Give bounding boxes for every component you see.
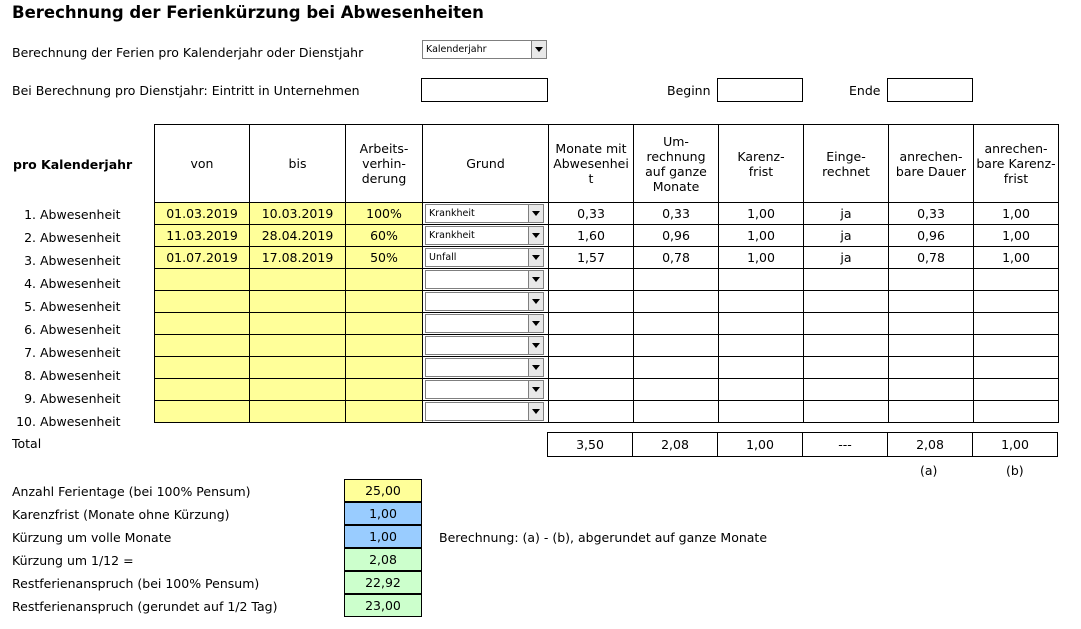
date-from-cell[interactable]: 11.03.2019 [155,225,250,247]
umrechnung-cell [634,291,719,313]
header-karenzfrist: anrechen- bare Karenz- frist [974,125,1059,203]
date-from-cell[interactable] [155,379,250,401]
verhinderung-cell[interactable] [346,401,423,423]
total-karenzfrist: 1,00 [973,433,1058,457]
date-from-cell[interactable] [155,269,250,291]
grund-dropdown[interactable] [425,402,544,421]
table-row [155,269,1059,291]
date-to-cell[interactable] [250,379,346,401]
umrechnung-cell [634,313,719,335]
date-to-cell[interactable] [250,357,346,379]
row-label: 10. Abwesenheit [16,414,121,429]
karenz-cell [719,269,804,291]
karenz-cell: 1,00 [719,225,804,247]
volle-monate-value: 1,00 [344,525,422,548]
grund-dropdown[interactable] [425,204,544,223]
table-row [155,291,1059,313]
karenz-cell [719,379,804,401]
header-monate: Monate mit Abwesenhei t [549,125,634,203]
note-a: (a) [920,463,938,478]
kuerzung-value: 2,08 [344,548,422,571]
grund-value: Krankheit [429,230,475,241]
grund-dropdown[interactable] [425,248,544,267]
umrechnung-cell [634,335,719,357]
dauer-cell: 0,96 [889,225,974,247]
karenz-cell [719,335,804,357]
date-to-cell[interactable]: 17.08.2019 [250,247,346,269]
grund-cell[interactable] [423,357,549,379]
header-eingerechnet: Einge- rechnet [804,125,889,203]
date-from-cell[interactable] [155,291,250,313]
total-eingerechnet: --- [803,433,888,457]
table-row [155,247,1059,269]
grund-cell[interactable] [423,247,549,269]
note-b: (b) [1006,463,1024,478]
dauer-cell [889,335,974,357]
grund-cell[interactable] [423,379,549,401]
dauer-cell [889,313,974,335]
eingerechnet-cell [804,291,889,313]
karenz-cell: 1,00 [719,247,804,269]
eingerechnet-cell [804,401,889,423]
monate-cell [549,357,634,379]
dauer-cell [889,269,974,291]
chevron-down-icon[interactable] [528,337,543,354]
header-bis: bis [250,125,346,203]
chevron-down-icon[interactable] [528,403,543,420]
karenzfrist-cell: 1,00 [974,203,1059,225]
grund-cell[interactable] [423,203,549,225]
absence-table [154,124,1059,423]
chevron-down-icon[interactable] [528,381,543,398]
verhinderung-cell[interactable]: 50% [346,247,423,269]
page-title: Berechnung der Ferienkürzung bei Abwesenheiten [12,3,484,22]
kuerzung-label: Kürzung um 1/12 = [12,553,134,568]
beginn-input[interactable] [717,78,803,102]
date-to-cell[interactable] [250,335,346,357]
grund-dropdown[interactable] [425,358,544,377]
dauer-cell: 0,78 [889,247,974,269]
grund-value: Krankheit [429,208,475,219]
monate-cell [549,335,634,357]
karenzfrist-cell: 1,00 [974,247,1059,269]
chevron-down-icon[interactable] [528,293,543,310]
table-row [155,313,1059,335]
chevron-down-icon[interactable] [528,227,543,244]
header-umrechnung: Um- rechnung auf ganze Monate [634,125,719,203]
umrechnung-cell [634,379,719,401]
verhinderung-cell[interactable] [346,379,423,401]
chevron-down-icon[interactable] [528,315,543,332]
dauer-cell [889,379,974,401]
eingerechnet-cell [804,313,889,335]
monate-cell [549,291,634,313]
date-to-cell[interactable] [250,401,346,423]
header-von: von [155,125,250,203]
chevron-down-icon[interactable] [531,41,546,58]
umrechnung-cell [634,357,719,379]
total-row [547,432,1058,457]
grund-cell[interactable] [423,269,549,291]
date-from-cell[interactable]: 01.07.2019 [155,247,250,269]
chevron-down-icon[interactable] [528,271,543,288]
rest-label: Restferienanspruch (bei 100% Pensum) [12,576,260,591]
karenzfrist-label: Karenzfrist (Monate ohne Kürzung) [12,507,230,522]
umrechnung-cell [634,269,719,291]
rest-gerundet-label: Restferienanspruch (gerundet auf 1/2 Tag) [12,599,278,614]
grund-value: Unfall [429,252,457,263]
header-karenz: Karenz- frist [719,125,804,203]
ende-input[interactable] [887,78,973,102]
table-row [155,203,1059,225]
grund-dropdown[interactable] [425,380,544,399]
umrechnung-cell: 0,33 [634,203,719,225]
rest-value: 22,92 [344,571,422,594]
row-label: 4. Abwesenheit [24,276,121,291]
karenzfrist-cell [974,291,1059,313]
row-label: 3. Abwesenheit [24,253,121,268]
header-dauer: anrechen- bare Dauer [889,125,974,203]
row-label: 6. Abwesenheit [24,322,121,337]
eingerechnet-cell [804,357,889,379]
grund-cell[interactable] [423,291,549,313]
ferientage-input[interactable]: 25,00 [344,479,422,502]
monate-cell [549,379,634,401]
grund-cell[interactable] [423,401,549,423]
eingerechnet-cell [804,269,889,291]
chevron-down-icon[interactable] [528,205,543,222]
grund-dropdown[interactable] [425,270,544,289]
eingerechnet-cell: ja [804,247,889,269]
total-dauer: 2,08 [888,433,973,457]
karenzfrist-cell [974,379,1059,401]
karenzfrist-cell [974,313,1059,335]
dauer-cell: 0,33 [889,203,974,225]
date-from-cell[interactable] [155,401,250,423]
chevron-down-icon[interactable] [528,359,543,376]
table-body [155,203,1059,423]
grund-cell[interactable] [423,335,549,357]
karenz-cell [719,313,804,335]
date-to-cell[interactable]: 28.04.2019 [250,225,346,247]
eingerechnet-cell [804,335,889,357]
karenzfrist-value: 1,00 [344,502,422,525]
karenzfrist-cell [974,269,1059,291]
verhinderung-cell[interactable]: 100% [346,203,423,225]
calc-basis-value: Kalenderjahr [426,44,487,55]
entry-label: Bei Berechnung pro Dienstjahr: Eintritt in Unternehmen [12,83,360,98]
monate-cell [549,401,634,423]
calc-basis-dropdown[interactable] [422,40,547,59]
karenz-cell [719,291,804,313]
eingerechnet-cell: ja [804,225,889,247]
date-from-cell[interactable] [155,313,250,335]
monate-cell: 1,57 [549,247,634,269]
dauer-cell [889,291,974,313]
grund-cell[interactable] [423,225,549,247]
monate-cell [549,269,634,291]
date-to-cell[interactable] [250,291,346,313]
verhinderung-cell[interactable] [346,313,423,335]
total-label: Total [12,436,42,451]
date-from-cell[interactable] [155,357,250,379]
table-row [155,379,1059,401]
karenzfrist-cell: 1,00 [974,225,1059,247]
grund-dropdown[interactable] [425,336,544,355]
date-from-cell[interactable] [155,335,250,357]
table-row [155,357,1059,379]
total-umrechnung: 2,08 [633,433,718,457]
grund-cell[interactable] [423,313,549,335]
monate-cell [549,313,634,335]
header-grund: Grund [423,125,549,203]
rest-gerundet-value: 23,00 [344,594,422,617]
chevron-down-icon[interactable] [528,249,543,266]
date-to-cell[interactable]: 10.03.2019 [250,203,346,225]
umrechnung-cell [634,401,719,423]
row-label: 2. Abwesenheit [24,230,121,245]
karenzfrist-cell [974,335,1059,357]
volle-monate-label: Kürzung um volle Monate [12,530,172,545]
dauer-cell [889,357,974,379]
date-from-cell[interactable]: 01.03.2019 [155,203,250,225]
karenzfrist-cell [974,357,1059,379]
calc-basis-label: Berechnung der Ferien pro Kalenderjahr oder Dienstjahr [12,45,364,60]
entry-date-input[interactable] [421,78,548,102]
row-label: 8. Abwesenheit [24,368,121,383]
date-to-cell[interactable] [250,269,346,291]
ende-label: Ende [849,83,881,98]
row-label: 7. Abwesenheit [24,345,121,360]
monate-cell: 0,33 [549,203,634,225]
grund-dropdown[interactable] [425,292,544,311]
row-label: 5. Abwesenheit [24,299,121,314]
row-label: 1. Abwesenheit [24,207,121,222]
eingerechnet-cell: ja [804,203,889,225]
verhinderung-cell[interactable]: 60% [346,225,423,247]
total-karenz: 1,00 [718,433,803,457]
karenzfrist-cell [974,401,1059,423]
verhinderung-cell[interactable] [346,269,423,291]
row-header: pro Kalenderjahr [13,157,133,172]
table-row [155,335,1059,357]
verhinderung-cell[interactable] [346,291,423,313]
verhinderung-cell[interactable] [346,335,423,357]
umrechnung-cell: 0,96 [634,225,719,247]
row-label: 9. Abwesenheit [24,391,121,406]
eingerechnet-cell [804,379,889,401]
dauer-cell [889,401,974,423]
grund-dropdown[interactable] [425,226,544,245]
header-arbeitsverhinderung: Arbeits- verhin- derung [346,125,423,203]
total-monate: 3,50 [548,433,633,457]
formula-note: Berechnung: (a) - (b), abgerundet auf ganze Monate [439,530,768,545]
date-to-cell[interactable] [250,313,346,335]
monate-cell: 1,60 [549,225,634,247]
grund-dropdown[interactable] [425,314,544,333]
ferientage-label: Anzahl Ferientage (bei 100% Pensum) [12,484,251,499]
beginn-label: Beginn [667,83,711,98]
karenz-cell [719,401,804,423]
table-row [155,225,1059,247]
umrechnung-cell: 0,78 [634,247,719,269]
table-row [155,401,1059,423]
karenz-cell: 1,00 [719,203,804,225]
karenz-cell [719,357,804,379]
verhinderung-cell[interactable] [346,357,423,379]
